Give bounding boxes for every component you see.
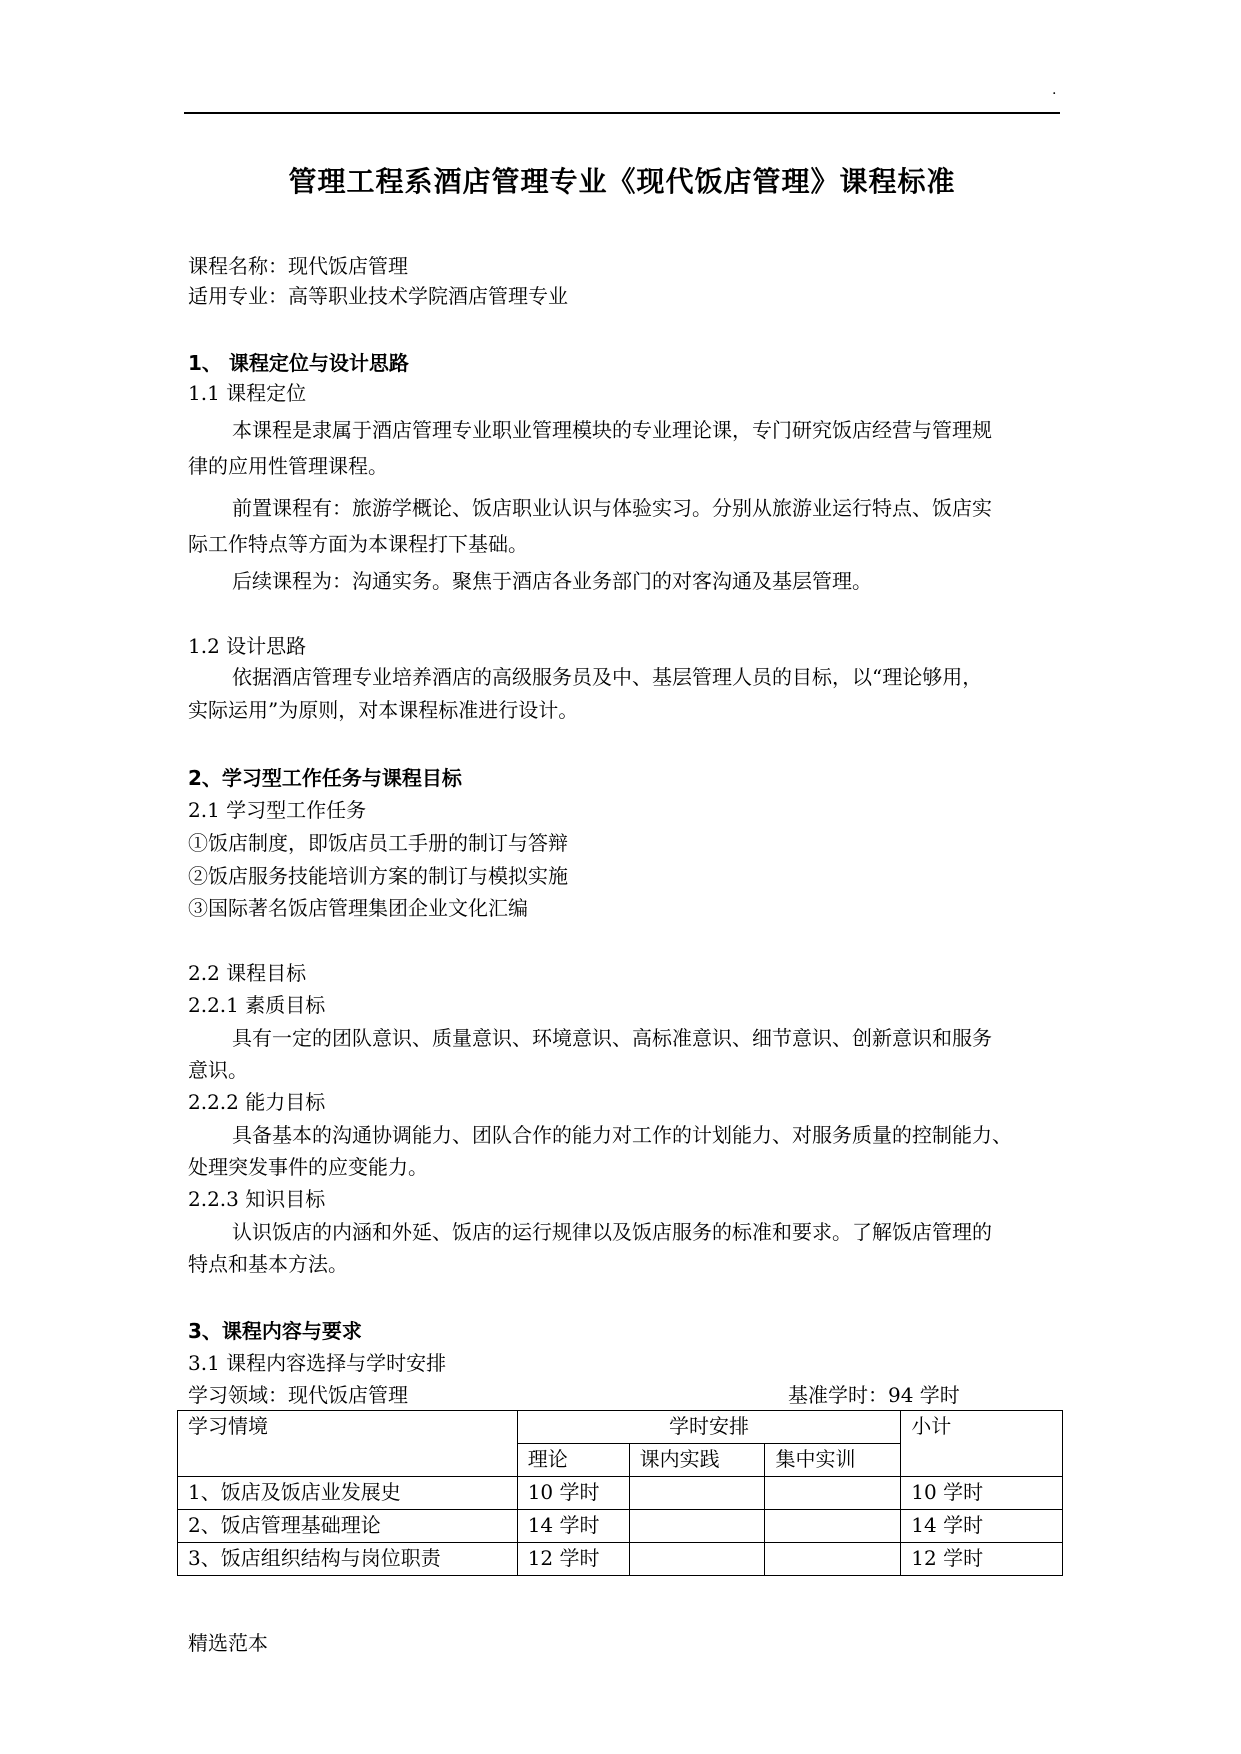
section-2-2-1-heading: 2.2.1 素质目标 <box>188 993 326 1017</box>
paragraph-line: 特点和基本方法。 <box>188 1252 348 1276</box>
learning-field: 学习领域：现代饭店管理 <box>188 1383 408 1407</box>
paragraph-line: 本课程是隶属于酒店管理专业职业管理模块的专业理论课，专门研究饭店经营与管理规 <box>232 418 992 442</box>
cell-subtotal: 14 学时 <box>901 1510 1063 1543</box>
section-2-2-heading: 2.2 课程目标 <box>188 961 307 985</box>
cell-theory: 14 学时 <box>517 1510 629 1543</box>
header-theory: 理论 <box>517 1444 629 1477</box>
cell-subtotal: 12 学时 <box>901 1543 1063 1576</box>
schedule-table <box>177 1410 1063 1576</box>
header-situation: 学习情境 <box>178 1411 518 1477</box>
cell-training <box>765 1477 901 1510</box>
course-major: 适用专业：高等职业技术学院酒店管理专业 <box>188 284 568 308</box>
paragraph-line: 实际运用”为原则，对本课程标准进行设计。 <box>188 698 579 722</box>
paragraph-line: 处理突发事件的应变能力。 <box>188 1155 428 1179</box>
cell-practice <box>629 1477 765 1510</box>
course-name: 课程名称：现代饭店管理 <box>188 254 408 278</box>
cell-practice <box>629 1543 765 1576</box>
header-rule <box>184 112 1060 114</box>
table-row <box>178 1543 1063 1576</box>
cell-theory: 12 学时 <box>517 1543 629 1576</box>
cell-situation: 1、饭店及饭店业发展史 <box>178 1477 518 1510</box>
paragraph-line: 意识。 <box>188 1058 248 1082</box>
paragraph-line: 认识饭店的内涵和外延、饭店的运行规律以及饭店服务的标准和要求。了解饭店管理的 <box>232 1220 992 1244</box>
header-subtotal: 小计 <box>901 1411 1063 1477</box>
section-3-1-heading: 3.1 课程内容选择与学时安排 <box>188 1351 447 1375</box>
section-2-2-2-heading: 2.2.2 能力目标 <box>188 1090 326 1114</box>
cell-practice <box>629 1510 765 1543</box>
paragraph-line: 具备基本的沟通协调能力、团队合作的能力对工作的计划能力、对服务质量的控制能力、 <box>232 1123 1012 1147</box>
table-header-row <box>178 1411 1063 1444</box>
document-title: 管理工程系酒店管理专业《现代饭店管理》课程标准 <box>288 165 956 198</box>
cell-training <box>765 1543 901 1576</box>
page-footer: 精选范本 <box>188 1631 268 1655</box>
section-2-heading: 2、学习型工作任务与课程目标 <box>188 766 462 790</box>
header-schedule: 学时安排 <box>517 1411 901 1444</box>
paragraph-line: 后续课程为：沟通实务。聚焦于酒店各业务部门的对客沟通及基层管理。 <box>232 569 872 593</box>
cell-training <box>765 1510 901 1543</box>
paragraph-line: 律的应用性管理课程。 <box>188 454 388 478</box>
section-1-heading: 1、 课程定位与设计思路 <box>188 351 409 375</box>
paragraph-line: 依据酒店管理专业培养酒店的高级服务员及中、基层管理人员的目标，以“理论够用， <box>232 665 983 689</box>
section-1-2-heading: 1.2 设计思路 <box>188 634 307 658</box>
table-row <box>178 1510 1063 1543</box>
section-2-2-3-heading: 2.2.3 知识目标 <box>188 1187 326 1211</box>
base-hours: 基准学时：94 学时 <box>788 1383 960 1407</box>
cell-situation: 3、饭店组织结构与岗位职责 <box>178 1543 518 1576</box>
header-dot: . <box>1052 82 1057 98</box>
table-row <box>178 1477 1063 1510</box>
section-3-heading: 3、课程内容与要求 <box>188 1319 362 1343</box>
cell-theory: 10 学时 <box>517 1477 629 1510</box>
header-practice: 课内实践 <box>629 1444 765 1477</box>
section-2-1-heading: 2.1 学习型工作任务 <box>188 798 367 822</box>
cell-situation: 2、饭店管理基础理论 <box>178 1510 518 1543</box>
paragraph-line: 具有一定的团队意识、质量意识、环境意识、高标准意识、细节意识、创新意识和服务 <box>232 1026 992 1050</box>
task-item: ③国际著名饭店管理集团企业文化汇编 <box>188 896 528 920</box>
header-training: 集中实训 <box>765 1444 901 1477</box>
paragraph-line: 际工作特点等方面为本课程打下基础。 <box>188 532 528 556</box>
task-item: ①饭店制度，即饭店员工手册的制订与答辩 <box>188 831 568 855</box>
section-1-1-heading: 1.1 课程定位 <box>188 381 307 405</box>
task-item: ②饭店服务技能培训方案的制订与模拟实施 <box>188 864 568 888</box>
paragraph-line: 前置课程有：旅游学概论、饭店职业认识与体验实习。分别从旅游业运行特点、饭店实 <box>232 496 992 520</box>
cell-subtotal: 10 学时 <box>901 1477 1063 1510</box>
